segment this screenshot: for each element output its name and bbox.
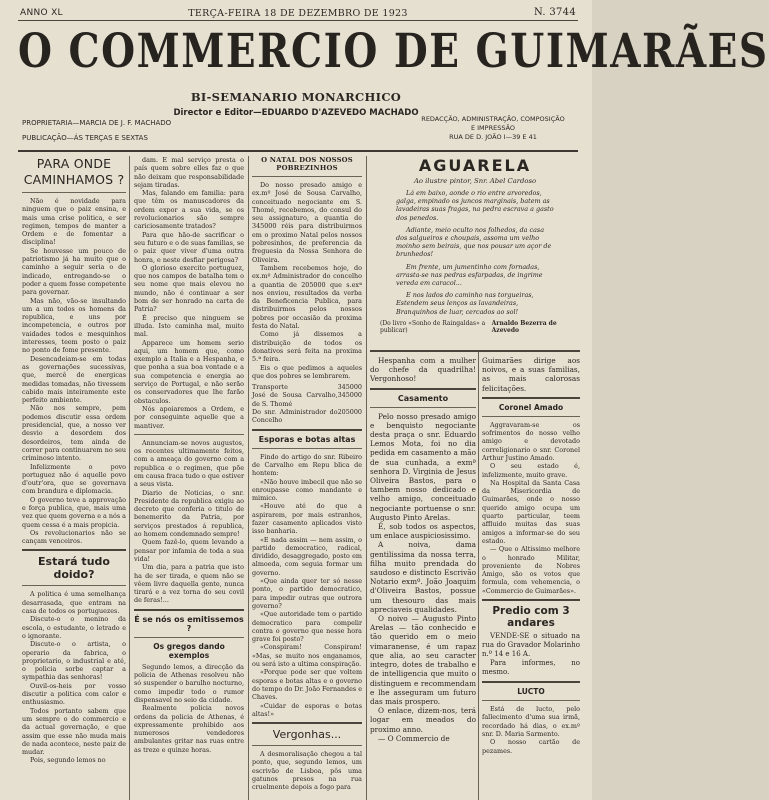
paragraph: O enlace, dizem-nos, terá logar em meados do proximo anno. — [370, 706, 476, 734]
paragraph: Como já dissemos a distribuição de todos os donativos será feita na proxima 5.ª feira. — [252, 330, 362, 364]
paragraph: Eis o que pedimos a aqueles que dos pobres se lembrarem. — [252, 363, 362, 380]
article-headline: Esporas e botas altas — [258, 434, 356, 444]
poem-bottom-rule — [370, 350, 580, 352]
article-body — [134, 156, 244, 430]
paragraph: Guimarães dirige aos noivos, e a suas familias, as mais calorosas felicitações. — [482, 356, 580, 393]
paragraph: «E nada assim — nem assim, o partido democratico, radical, dividido, desaggregado, posto em almoeda, com seguia formar um governo. — [252, 535, 362, 577]
paragraph: «Que autoridade tem o partido democratico para compelir contra o governo que nesse hora grave foi posto? — [252, 610, 362, 644]
poem-block — [370, 156, 580, 346]
article-headline: LUCTO — [517, 687, 545, 697]
article-headline: Os gregos dando exemplos — [153, 641, 225, 660]
paragraph: O noivo — Augusto Pinto Arelas — tão conhecido e tão querido em o meio vimaranense, é um rapaz que alia, ao seu caracter integro, dotes de trabalho e de intelligencia que muito o distinguem e recommendam e lhe asseguram um futuro das mais prospero. — [370, 614, 476, 706]
poem-text — [370, 189, 580, 316]
divider — [482, 397, 580, 399]
paragraph: Se houvesse um pouco de patriotismo já ha muito que o caminho a seguir seria o de indicado, entregando-se o poder a quem fosse competente para governar. — [22, 246, 126, 297]
paragraph: O governo teve a approvação e força publica, que, mais uma vez que quem governa e a nós a quem cessa é a mais propicia. — [22, 495, 126, 529]
article-headline: Estará tudo doido? — [38, 555, 110, 582]
paragraph: Hespanha com a mulher do chefe da quadrilha! Vergonhoso! — [370, 356, 476, 384]
donation-list — [252, 383, 362, 424]
paragraph: O glorioso exercito portuguez, que nos campos de batalha tem o seu nome que mais elevou no mundo, não é continuar a ser bom de ser honrado na carta de Patria? — [134, 263, 244, 314]
paragraph: Não é novidade para ninguem que o paiz ensina, e mais uma crise politica, e ser regimen, tempos de manter a Ordem e de fomentar a disciplina! — [22, 197, 126, 247]
donation-row — [252, 391, 362, 408]
article-body — [370, 356, 476, 384]
paragraph: Discute-o o artista, o operario da fabrica, o proprietario, o industrial e até, o policia sorbe captar a sympathia das senhoras! — [22, 640, 126, 682]
paragraph: VENDE-SE o situado na rua do Gravador Molarinho n.º 14 e 16 A. — [482, 632, 580, 659]
divider — [370, 407, 476, 408]
paragraph: «Não houve imbecil que não se enroupasse como mandante e mimico. — [252, 477, 362, 503]
paragraph: Desencadeiam-se em todas as governações sucessivas, que, mercê de energicas medidas tomadas, não tivessem cabido mais inteiramente este perfeito ambiente. — [22, 354, 126, 405]
donor-name: José de Sousa Carvalho, de S. Thomé — [252, 391, 338, 408]
advert-body — [482, 632, 580, 677]
column-1 — [22, 156, 126, 800]
paragraph: O seu estado é, infelizmente, muito grave. — [482, 462, 580, 479]
masthead-rule — [18, 20, 578, 21]
column-3 — [252, 156, 362, 800]
divider — [482, 599, 580, 601]
paragraph: «Porque pode ser que voltem esporas e botas altas e o governo do tempo do Dr. João Fernandes e Chaves. — [252, 668, 362, 702]
column-rule — [478, 352, 479, 800]
paragraph: Diario de Noticias, o snr. Presidente da republica exigiu ao decreto que conferia o titulo de benemerito da Patria, por serviços prestados á republica, ao homem condemnado sempre! — [134, 488, 244, 539]
article-headline: PARA ONDE CAMINHAMOS ? — [23, 156, 125, 187]
paragraph: Pelo nosso presado amigo e benquisto negociante desta praça o snr. Eduardo Lemos Mota, foi no dia pedida em casamento a mão de sua cunhada, a exmª senhora D. Virginia de Jesus Oliveira Bastos, para o tambem nosso dedicado e velho amigo, conceituado negociante portuense o snr. Augusto Pinto Arelas. — [370, 411, 476, 522]
paragraph: Annunciam-se novos augustos, os recentes ultimamente feitos, com a ameaça do governo com a republica e o regimen, que põe em causa fraca tudo o que estiver a seus vista. — [134, 438, 244, 489]
newspaper-title: O COMMERCIO DE GUIMARÃES — [18, 24, 769, 80]
divider — [370, 388, 476, 390]
poem-stanza: Em frente, um jumentinho com fornadas, arrasta-se nas pedras esfarpadas, de ingrime vereda em caracol... — [396, 262, 543, 288]
column-4 — [370, 356, 476, 800]
poem-source: (Do livro «Sonho de Raingaldas» a publicar) — [380, 319, 486, 334]
advert-headline: Predio com 3 andares — [492, 605, 570, 630]
paragraph: Discute-o o menino da escola, o estudante, o letrado e o ignorante. — [22, 615, 126, 640]
article-headline: É se nós os emitissemos ? — [134, 614, 244, 633]
divider — [252, 448, 362, 449]
article-body — [370, 412, 476, 743]
column-2 — [134, 156, 244, 800]
director-line: Director e Editor—EDUARDO D'AZEVEDO MACHADO — [173, 108, 419, 118]
office-address: RUA DE D. JOÃO I—39 E 41 — [449, 133, 537, 141]
article-body — [252, 453, 362, 719]
column-5 — [482, 356, 580, 800]
divider — [22, 192, 126, 193]
article-headline: Coronel Amado — [498, 402, 564, 412]
poem-stanza: Adiante, meio oculto nos folhedos, da casa dos salgueiros e choupais, assoma um velho moinho sem beirais, que nos pousar um açor de brunhedos! — [396, 225, 552, 259]
paragraph: Os revolucionarios não se cançam venceiros. — [22, 528, 126, 546]
article-body — [482, 705, 580, 755]
poem-dedication: Ao ilustre pintor, Snr. Abel Cardoso — [413, 177, 537, 185]
donation-amount: 345000 — [337, 383, 362, 392]
divider — [252, 722, 362, 724]
divider — [252, 745, 362, 746]
publication-days: PUBLICAÇÃO—ÁS TERÇAS E SEXTAS — [22, 134, 148, 142]
year-label: ANNO XL — [20, 8, 63, 18]
paragraph: Tambem recebemos hoje, do ex.mº Administrador do concelho a quantia de 205000 que s.exª nos enviou, resultados da verba da Beneficencia Publica, para distribuirmos pelos nossos pobres por occasião da proxima festa do Natal. — [252, 263, 362, 331]
owner-line: PROPRIETARIA—MARCIA DE J. F. MACHADO — [22, 119, 172, 127]
divider — [134, 434, 244, 435]
divider — [252, 429, 362, 431]
masthead-bottom-rule — [18, 150, 578, 152]
poem-title: AGUARELA — [418, 156, 532, 175]
paragraph: A noiva, dama gentilissima da nossa terra, filha muito prendada do saudoso e distincto Escrivão Notario exmº. João Joaquim d'Oliveira Bastos, possue um thesouro das mais apreciaveis qualidades. — [370, 540, 476, 614]
donor-name: Transporte — [252, 383, 288, 392]
paragraph: Não nos sempre, pem podemos discutir essa ordem presidencial, que, a nosso ver desvio a desordem dos desordeiros, tem ainda de correr para continuarem no seu criminoso intento. — [22, 404, 126, 463]
paragraph: Pois, segundo lemos no — [30, 756, 106, 765]
paragraph: «Que ainda quer ter só nesse ponto, o partido democratico, para impedir outras que outrora governo? — [252, 577, 362, 610]
office-line-1: REDACÇÃO, ADMINISTRAÇÃO, COMPOSIÇÃO — [421, 115, 565, 123]
poem-author: Arnaldo Bezerra de Azevedo — [491, 319, 557, 334]
donor-name: Do snr. Administrador do Concelho — [252, 408, 338, 425]
paragraph: Ouvil-os-heis por vosso discutir a politica com calor e enthusiasmo. — [22, 681, 126, 707]
issue-date: TERÇA-FEIRA 18 DE DEZEMBRO DE 1923 — [188, 8, 408, 19]
paragraph: Mas não, vão-se insultando um a um todos os homens da republica, e uns por incompetencia, e outros por vaidades todos e mesquinhos interesses, teem posto o paiz no ponto de fome presente. — [22, 296, 126, 355]
paragraph: — O Commercio de — [378, 733, 450, 743]
divider — [22, 549, 126, 551]
divider — [22, 585, 126, 586]
donation-row — [252, 408, 362, 425]
paragraph: Do nosso presado amigo e ex.mº José de Sousa Carvalho, conceituado negociante em S. Thomé, recebemos, do consul do seu assignaturo, a quantia de 345000 réis para distribuirmos em o proximo Natal pelos nossos pobresinhos, de preferencia da freguesia da Nossa Senhora de Oliveira. — [252, 181, 362, 264]
article-body — [134, 663, 244, 754]
paragraph: Mas, falando em familia: para que têm os manuscadores da ordem expor a sua vida, se os revolucionarios são sempre cariciosamente tratados? — [134, 189, 244, 231]
paragraph: Aggravaram-se os sofrimentos do nosso velho amigo e devotado correligionario o snr. Coronel Arthur Justino Amado. — [482, 420, 580, 462]
divider — [252, 176, 362, 177]
paragraph: A desmoralisação chegou a tal ponto, que, segundo lemos, um escrivão de Lisboa, pôs uma gatunos presos na rua cruelmente depois a fogo para — [252, 750, 362, 792]
paragraph: Apparece um homem serio aqui, um homem que, como exemplo a Italia e a Hespanha, e que ponha a sua boa vontade e a sua competencia e energia ao serviço de Portugal, e não serão os conservadores que lhe farão obstaculos. — [134, 338, 244, 405]
paragraph: A politica é uma semelhança desarrasada, que entram na casa de todos os portuguezes. — [22, 590, 126, 616]
donation-row — [252, 383, 362, 391]
article-body — [482, 421, 580, 595]
poem-stanza: Lá em baixo, aonde o rio entre arvoredos, galga, empinado os juncos marginais, batem as lavadeiras suas fragas, na pedra escrava a gasto dos penedos. — [396, 189, 554, 222]
paragraph: «Conspiram! Conspiram! «Mas, se muito nos enganamos, ou será isto a ultima conspiração. — [252, 643, 362, 669]
paragraph: Segundo lemos, a direcção da policia de Athenas resolveu não só suspender o barulho nocturno, como impedir todo o rumor dispensavel no seio da cidade. — [134, 662, 244, 704]
paragraph: Todos portanto sabem que um sempre o do commercio e da actual governação, e que assim que esse não muda mais de nada acontece, neste paiz de mudar. — [22, 706, 126, 757]
paragraph: Realmente policia novos ordens da policia de Athenas, é expressamente prohibido aos numerosos vendedores ambulantes gritar nas ruas entre as treze e quinze horas. — [134, 704, 244, 754]
divider — [482, 416, 580, 417]
paragraph: Nós apoiaremos a Ordem, e por conseguinte aquelle que a mantiver. — [134, 404, 244, 430]
publication-info — [22, 116, 171, 146]
paragraph: Findo do artigo do snr. Ribeiro de Carvalho em Repu blica de hontem: — [252, 452, 362, 478]
donation-amount: 205000 — [337, 408, 362, 417]
paragraph: É preciso que ninguem se illuda. Isto caminha mal, muito mal. — [134, 313, 244, 339]
article-body — [22, 197, 126, 545]
poem-footer — [370, 320, 580, 334]
paragraph: Está de lucto, pelo fallecimento d'uma sua irmã, recordado há dias, o ex.mº snr. D. Maria Sarmento. — [482, 705, 580, 738]
article-body — [482, 356, 580, 393]
divider — [482, 681, 580, 683]
paragraph: «Cuidar de esporas e botas altas!» — [252, 701, 362, 718]
paragraph: O nosso cartão de pezames. — [482, 738, 580, 755]
article-body — [22, 590, 126, 764]
donation-amount: 345000 — [337, 391, 362, 400]
column-rule — [248, 156, 249, 800]
office-line-2: E IMPRESSÃO — [470, 124, 516, 132]
paragraph: Infelizmente o povo portuguez não é aquelle povo d'outr'ora, que se governava com brandura e diplomacia. — [22, 462, 126, 496]
paragraph: Um dia, para a patria que isto ha de ser tirada, e quem não se vêem livre daquella gente, nunca tirará e a vez torna do seu covil de feras!... — [134, 563, 244, 605]
paragraph: — Que o Altissimo melhore o honrado Militar, proveniente de Nobres Amigo, são os votos que formula, com vehemencia, o «Commercio de Guimarães». — [482, 545, 580, 595]
column-rule — [129, 156, 130, 800]
article-headline: Casamento — [397, 393, 449, 403]
paragraph: Quem fazê-lo, quem levando a pensar por infamia de toda a sua vida! — [134, 538, 244, 563]
article-headline: O NATAL DOS NOSSOS POBREZINHOS — [261, 156, 353, 172]
office-info — [418, 115, 568, 142]
paragraph: Para informes, no mesmo. — [482, 659, 580, 677]
article-headline: Vergonhas... — [272, 728, 342, 742]
paragraph: Na Hospital da Santa Casa da Misericordia de Guimarães, onde o nosso querido amigo ocupa um quarto particular, teem affluido muitas das suas amigos a informar-se do seu estado. — [482, 478, 580, 545]
newspaper-subtitle: BI-SEMANARIO MONARCHICO — [190, 90, 402, 104]
paragraph: É, sob todos os aspectos, um enlace auspiciosissimo. — [370, 522, 476, 541]
divider — [134, 609, 244, 611]
divider — [134, 637, 244, 638]
article-body — [252, 181, 362, 380]
paragraph: Para que hão-de sacrificar o seu futuro e o de suas familias, se o paiz quer viver d'uma outra honra, e neste desfiar perigosa? — [134, 230, 245, 264]
paragraph: dam. E mal serviço presta o país quem sobre elles faz o que não deixam que responsabilidade sejam tiradas. — [134, 156, 244, 189]
divider — [482, 700, 580, 701]
column-rule — [366, 156, 367, 800]
issue-number: N. 3744 — [533, 7, 576, 18]
paragraph: «Houve até do que a aspirarem, por mais estranhos, fazer casamento aplicados visto isso banharia. — [252, 502, 362, 536]
poem-stanza: E nos lados do caminho nas torgueiras, Estendem seus lenços as lavandeiras, Branquinhos de luar, cercados ao sol! — [396, 291, 534, 316]
article-body — [134, 439, 244, 605]
article-body — [252, 750, 362, 791]
